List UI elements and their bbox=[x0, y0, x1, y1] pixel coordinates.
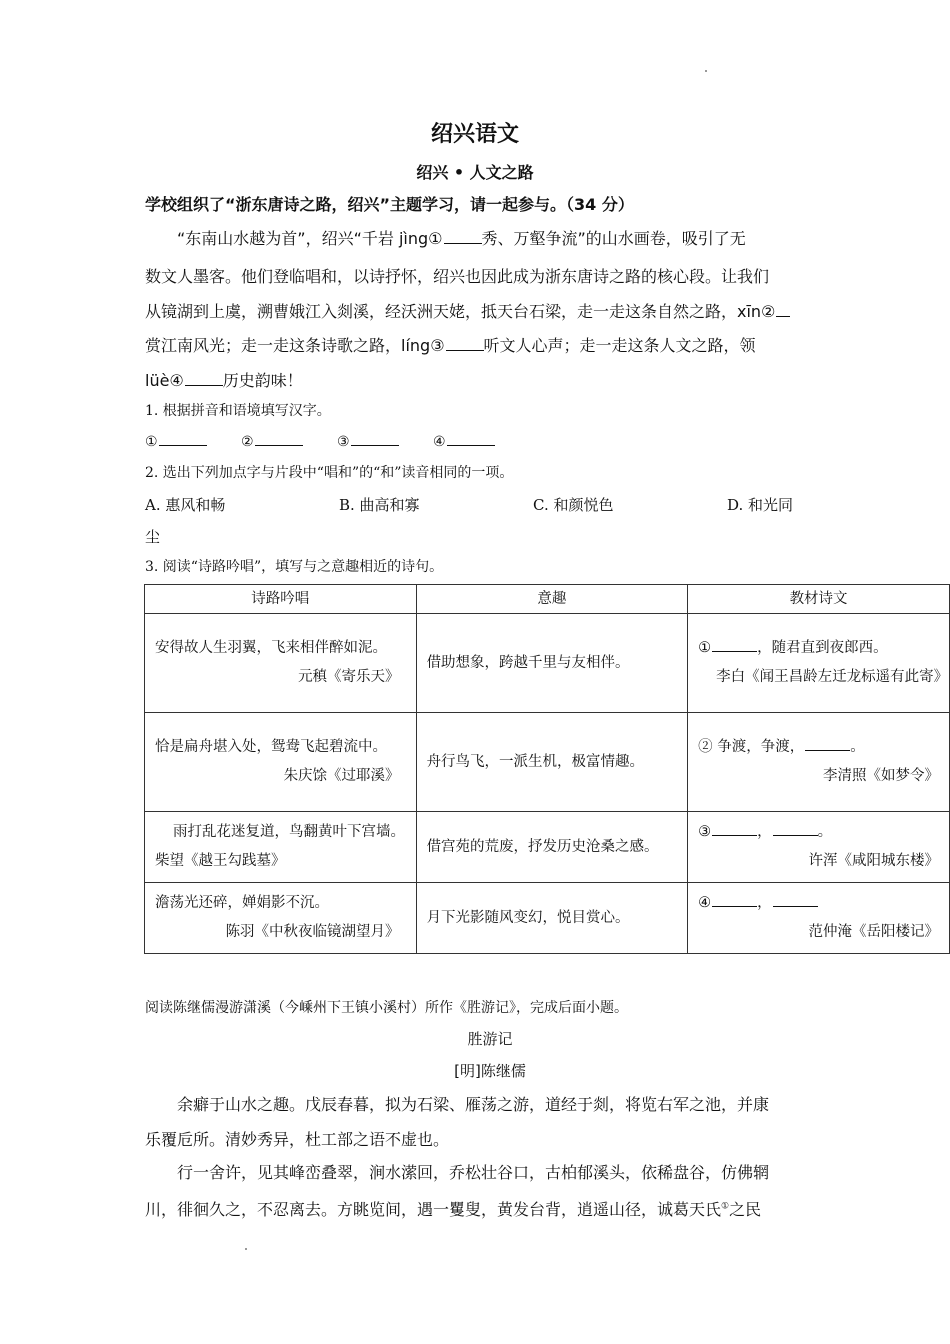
poem-text: 澹荡光还碎，婵娟影不沉。 bbox=[155, 895, 329, 911]
poem-blank[interactable] bbox=[712, 821, 757, 836]
meaning-cell: 借宫苑的荒废，抒发历史沧桑之感。 bbox=[416, 812, 688, 883]
scan-dot-bottom bbox=[245, 1248, 247, 1250]
blank-label: ① bbox=[698, 640, 712, 656]
passage-line-1 bbox=[177, 226, 746, 249]
poem-source: 李白《闻王昌龄左迁龙标遥有此寄》 bbox=[716, 669, 949, 685]
option-d-wrap: 尘 bbox=[145, 528, 161, 546]
passage-line-5 bbox=[145, 368, 303, 391]
passage-text: “东南山水越为首”，绍兴“千岩 jìng① bbox=[177, 229, 443, 248]
answer-cell bbox=[688, 713, 950, 812]
poem-blank[interactable] bbox=[773, 821, 818, 836]
fill-blank[interactable] bbox=[185, 371, 223, 386]
option-a[interactable]: A. 惠风和畅 bbox=[145, 496, 226, 514]
column-header: 教材诗文 bbox=[688, 585, 950, 614]
answer-slot-1[interactable]: ① bbox=[145, 434, 207, 450]
passage-text: 从镜湖到上虞，溯曹娥江入剡溪，经沃洲天姥，抵天台石梁，走一走这条自然之路，xīn② bbox=[145, 302, 776, 321]
poem-text: 恰是扁舟堪入处，鸳鸯飞起碧流中。 bbox=[155, 739, 387, 755]
passage-text: lüè④ bbox=[145, 371, 184, 390]
essay-line-2: 乐覆卮所。清妙秀异，杜工部之语不虚也。 bbox=[145, 1130, 450, 1149]
blank-label: ④ bbox=[698, 895, 712, 911]
fill-blank[interactable] bbox=[776, 302, 790, 317]
poem-blank[interactable] bbox=[805, 736, 850, 751]
page-subtitle: 绍兴 • 人文之路 bbox=[416, 163, 534, 182]
essay-line-4 bbox=[145, 1197, 761, 1220]
poem-cell bbox=[145, 883, 417, 954]
question-2: 2. 选出下列加点字与片段中“唱和”的“和”读音相同的一项。 bbox=[145, 465, 514, 481]
poem-text: ， bbox=[757, 895, 772, 911]
answer-cell bbox=[688, 883, 950, 954]
answer-slot-3[interactable]: ③ bbox=[337, 434, 399, 450]
passage-text: 历史韵味！ bbox=[222, 371, 303, 390]
essay-text: 川，徘徊久之，不忍离去。方眺览间，遇一矍叟，黄发台背，逍遥山径，诚葛天氏 bbox=[145, 1200, 722, 1219]
question-1: 1. 根据拼音和语境填写汉字。 bbox=[145, 403, 331, 419]
fill-blank[interactable] bbox=[446, 336, 484, 351]
essay-author: [明]陈继儒 bbox=[454, 1062, 526, 1080]
poem-source: 朱庆馀《过耶溪》 bbox=[283, 768, 400, 784]
passage-text: 秀、万壑争流”的山水画卷，吸引了无 bbox=[481, 229, 746, 248]
blank-label: ② 争渡，争渡， bbox=[698, 739, 805, 755]
column-header: 意趣 bbox=[416, 585, 688, 614]
option-b[interactable]: B. 曲高和寡 bbox=[339, 496, 420, 514]
blank-label: ③ bbox=[698, 824, 712, 840]
meaning-cell: 月下光影随风变幻，悦目赏心。 bbox=[416, 883, 688, 954]
meaning-cell: 舟行鸟飞，一派生机，极富情趣。 bbox=[416, 713, 688, 812]
option-d[interactable]: D. 和光同 bbox=[727, 496, 794, 514]
poem-text: ，随君直到夜郎西。 bbox=[757, 640, 888, 656]
poem-cell bbox=[145, 713, 417, 812]
essay-line-3: 行一舍许，见其峰峦叠翠，涧水潆回，乔松壮谷口，古柏郁溪头，依稀盘谷，仿佛辋 bbox=[177, 1163, 770, 1182]
passage-line-4 bbox=[145, 333, 756, 356]
essay-text: 之民 bbox=[729, 1200, 762, 1219]
question-3: 3. 阅读“诗路吟唱”，填写与之意趣相近的诗句。 bbox=[145, 559, 444, 575]
answer-cell bbox=[688, 614, 950, 713]
poem-table bbox=[144, 584, 950, 954]
footnote-marker: ① bbox=[721, 1201, 730, 1212]
passage-text: 赏江南风光；走一走这条诗歌之路，líng③ bbox=[145, 336, 445, 355]
fill-blank[interactable] bbox=[444, 229, 482, 244]
poem-cell: 雨打乱花迷复道，鸟翻黄叶下宫墙。柴望《越王勾践墓》 bbox=[145, 812, 417, 883]
poem-blank[interactable] bbox=[712, 637, 757, 652]
passage-text: 听文人心声；走一走这条人文之路，领 bbox=[483, 336, 756, 355]
meaning-cell: 借助想象，跨越千里与友相伴。 bbox=[416, 614, 688, 713]
poem-source: 许浑《咸阳城东楼》 bbox=[808, 853, 939, 869]
poem-source: 元稹《寄乐天》 bbox=[298, 669, 400, 685]
poem-blank[interactable] bbox=[712, 892, 757, 907]
answer-slot-2[interactable]: ② bbox=[241, 434, 303, 450]
poem-text: 安得故人生羽翼，飞来相伴醉如泥。 bbox=[155, 640, 387, 656]
table-header-row bbox=[145, 585, 950, 614]
column-header: 诗路吟唱 bbox=[145, 585, 417, 614]
poem-text: 。 bbox=[850, 739, 865, 755]
answer-cell bbox=[688, 812, 950, 883]
reading-intro: 阅读陈继儒漫游潇溪（今嵊州下王镇小溪村）所作《胜游记》，完成后面小题。 bbox=[145, 1000, 628, 1016]
table-row bbox=[145, 614, 950, 713]
passage-line-2: 数文人墨客。他们登临唱和，以诗抒怀，绍兴也因此成为浙东唐诗之路的核心段。让我们 bbox=[145, 267, 770, 286]
option-c[interactable]: C. 和颜悦色 bbox=[533, 496, 614, 514]
poem-source: 李清照《如梦令》 bbox=[823, 768, 939, 784]
essay-line-1: 余癖于山水之趣。戊辰春暮，拟为石梁、雁荡之游，道经于剡，将览右军之池，并康 bbox=[177, 1095, 770, 1114]
poem-cell bbox=[145, 614, 417, 713]
scan-dot-top bbox=[705, 70, 707, 72]
question-1-answers bbox=[145, 431, 495, 450]
essay-title: 胜游记 bbox=[467, 1030, 513, 1048]
section-heading: 学校组织了“浙东唐诗之路，绍兴”主题学习，请一起参与。（34 分） bbox=[145, 195, 634, 214]
table-row bbox=[145, 883, 950, 954]
table-row bbox=[145, 812, 950, 883]
passage-line-3 bbox=[145, 299, 790, 322]
poem-source: 陈羽《中秋夜临镜湖望月》 bbox=[225, 924, 400, 940]
poem-source: 范仲淹《岳阳楼记》 bbox=[808, 924, 939, 940]
answer-slot-4[interactable]: ④ bbox=[433, 434, 495, 450]
poem-text: 。 bbox=[817, 824, 833, 840]
page-title: 绍兴语文 bbox=[430, 122, 519, 147]
table-row bbox=[145, 713, 950, 812]
poem-blank[interactable] bbox=[773, 892, 818, 907]
poem-text: ， bbox=[757, 824, 772, 840]
